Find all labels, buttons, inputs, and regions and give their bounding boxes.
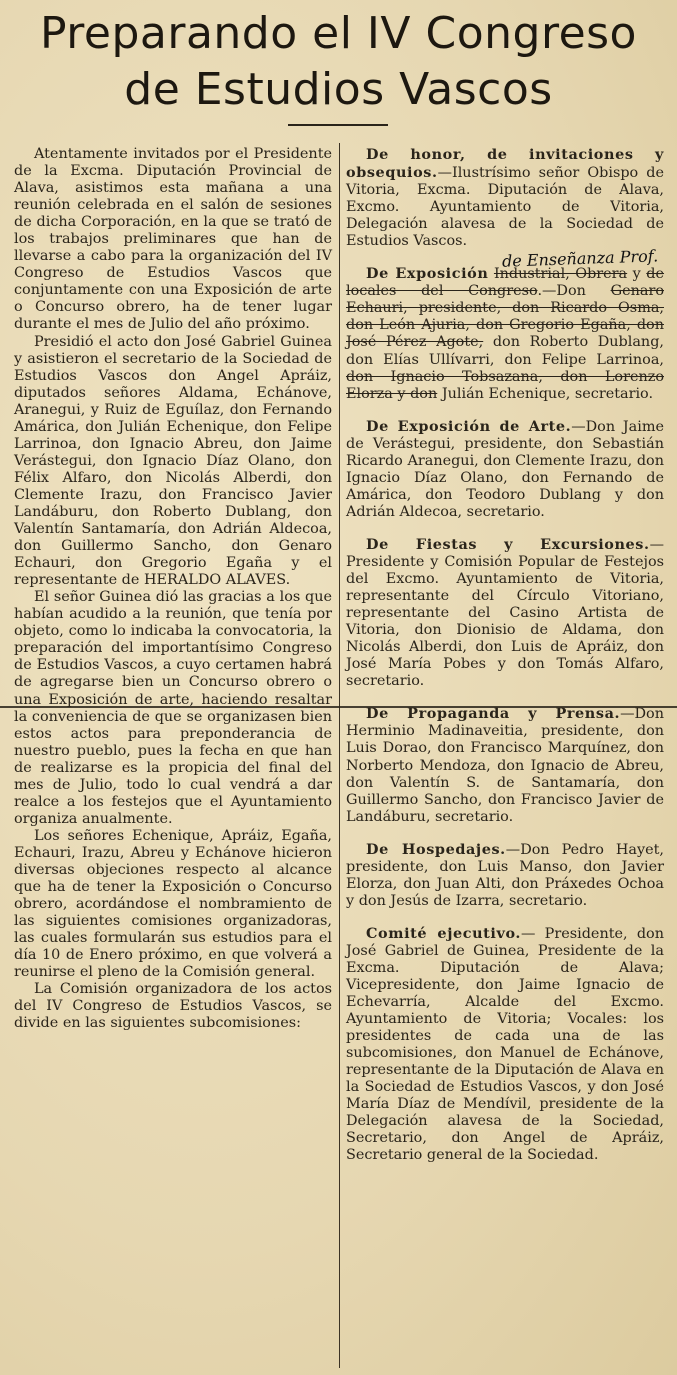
section-exposicion	[346, 265, 664, 402]
fold-line	[0, 706, 677, 708]
struck-text-b: de locales del Congreso	[346, 266, 665, 300]
headline-rule	[288, 124, 388, 126]
section-hospedajes-text: —Don Pedro Hayet, presidente, don Luis Manso, don Javier Elorza, don Juan Alti, don Práxedes Ochoa y don Jesús de Izarra, secretario.	[346, 841, 664, 909]
section-exposicion-text-a: y	[632, 266, 641, 283]
section-comite-title: Comité ejecutivo.	[366, 924, 522, 942]
section-honor-title: De honor, de invitaciones y obsequios.	[346, 146, 664, 182]
section-propaganda-text: —Don Herminio Madinaveitia, presidente, don Luis Dorao, don Francisco Marquínez, don Norberto Mendoza, don Ignacio de Abreu, don Valentín S. de Santamaría, don Guillermo Sancho, don Francisco Javier de Landáburu, secretario.	[346, 706, 664, 825]
left-column	[14, 146, 332, 1032]
paragraph-objections: Los señores Echenique, Apráiz, Egaña, Echauri, Irazu, Abreu y Echánove hicieron diversas objeciones respecto al alcance que ha de tener la Exposición o Concurso obrero, acordándose el nombramiento de las siguientes comisiones organizadoras, las cuales formularán sus estudios para el día 10 de Enero próximo, en que volverá a reunirse el pleno de la Comisión general.	[14, 827, 332, 981]
section-comite-text: — Presidente, don José Gabriel de Guinea, Presidente de la Excma. Diputación de Alava; Vicepresidente, don Jaime Ignacio de Echevarría, Alcalde del Excmo. Ayuntamiento de Vitoria; Vocales: los presidentes de cada una de las subcomisiones, don Manuel de Echánove, representante de la Diputación de Alava en la Sociedad de Estudios Vascos, y don José María Díaz de Mendívil, presidente de la Delegación alavesa de la Sociedad, Secretario, don Angel de Apráiz, Secretario general de la Sociedad.	[346, 925, 664, 1164]
section-exposicion-text-b: .—Don	[537, 283, 586, 300]
section-propaganda-title: De Propaganda y Prensa.	[366, 705, 621, 723]
paragraph-attendees: Presidió el acto don José Gabriel Guinea y asistieron el secretario de la Sociedad de Estudios Vascos don Angel Apráiz, diputados señores Aldama, Echánove, Aranegui, y Ruiz de Eguílaz, don Fernando Amárica, don Julián Echenique, don Felipe Larrinoa, don Ignacio Abreu, don Jaime Verástegui, don Ignacio Díaz Olano, don Félix Alfaro, don Nicolás Alberdi, don Clemente Irazu, don Francisco Javier Landáburu, don Roberto Dublang, don Valentín Santamaría, don Adrián Aldecoa, don Guillermo Sancho, don Genaro Echauri, don Gregorio Egaña y el representante de HERALDO ALAVES.	[14, 333, 332, 589]
section-comite	[346, 925, 664, 1165]
section-arte-title: De Exposición de Arte.	[366, 417, 572, 435]
section-exposicion-title: De Exposición	[366, 265, 489, 283]
section-arte-text: —Don Jaime de Verástegui, presidente, don Sebastián Ricardo Aranegui, don Clemente Irazu, don Ignacio Díaz Olano, don Fernando de Amárica, don Teodoro Dublang y don Adrián Aldecoa, secretario.	[346, 418, 664, 520]
section-propaganda	[346, 705, 664, 825]
paragraph-subcommissions: La Comisión organizadora de los actos del IV Congreso de Estudios Vascos, se divide en las siguientes subcomisiones:	[14, 981, 332, 1032]
section-fiestas	[346, 536, 664, 690]
headline-line-2: de Estudios Vascos	[124, 64, 553, 115]
section-arte	[346, 418, 664, 521]
paragraph-intro: Atentamente invitados por el Presidente de la Excma. Diputación Provincial de Alava, asistimos esta mañana a una reunión celebrada en el salón de sesiones de dicha Corporación, en la que se trató de los trabajos preliminares que han de llevarse a cabo para la organización del IV Congreso de Estudios Vascos que conjuntamente con una Exposición de arte o Concurso obrero, ha de tener lugar durante el mes de Julio del año próximo.	[14, 146, 332, 333]
section-fiestas-title: De Fiestas y Excursiones.	[366, 535, 650, 553]
section-exposicion-text-c: don Roberto Dublang, don Elías Ullívarri, don Felipe Larrinoa,	[346, 334, 664, 368]
section-exposicion-text-d: Julián Echenique, secretario.	[441, 385, 654, 402]
headline-line-1: Preparando el IV Congreso	[40, 8, 637, 59]
struck-text-d: don Ignacio Tobsazana, don Lorenzo Elorza y don	[346, 368, 664, 402]
paragraph-guinea: El señor Guinea dió las gracias a los que habían acudido a la reunión, que tenía por objeto, como lo indicaba la convocatoria, la preparación del importantísimo Congreso de Estudios Vascos, a cuyo certamen habrá de agregarse bien un Concurso obrero o una Exposición de arte, haciendo resaltar la conveniencia de que se organizasen bien estos actos para preponderancia de nuestro pueblo, pues la fecha en que han de realizarse es la propicia del final del mes de Julio, todo lo cual vendrá a dar realce a los festejos que el Ayuntamiento organiza anualmente.	[14, 589, 332, 827]
section-honor-text: —Ilustrísimo señor Obispo de Vitoria, Excma. Diputación de Alava, Excmo. Ayuntamiento de Vitoria, Delegación alavesa de la Sociedad de Estudios Vascos.	[346, 165, 664, 250]
column-divider	[339, 143, 340, 1368]
right-column	[346, 146, 664, 1165]
headline	[0, 6, 677, 118]
section-hospedajes	[346, 841, 664, 910]
section-hospedajes-title: De Hospedajes.	[366, 840, 506, 858]
struck-text-head: Industrial, Obrera	[493, 266, 628, 283]
section-honor	[346, 146, 664, 250]
handwritten-annotation: de Enseñanza Prof.	[501, 246, 659, 271]
section-fiestas-text: —Presidente y Comisión Popular de Festejos del Excmo. Ayuntamiento de Vitoria, representante del Círculo Vitoriano, representante del Casino Artista de Vitoria, don Dionisio de Aldama, don Nicolás Alberdi, don Luis de Apráiz, don José María Pobes y don Tomás Alfaro, secretario.	[346, 536, 664, 690]
struck-text-c: Genaro Echauri, presidente, don Ricardo Osma, don León Ajuria, don Gregorio Egaña, don José Pérez Agote,	[346, 283, 664, 351]
